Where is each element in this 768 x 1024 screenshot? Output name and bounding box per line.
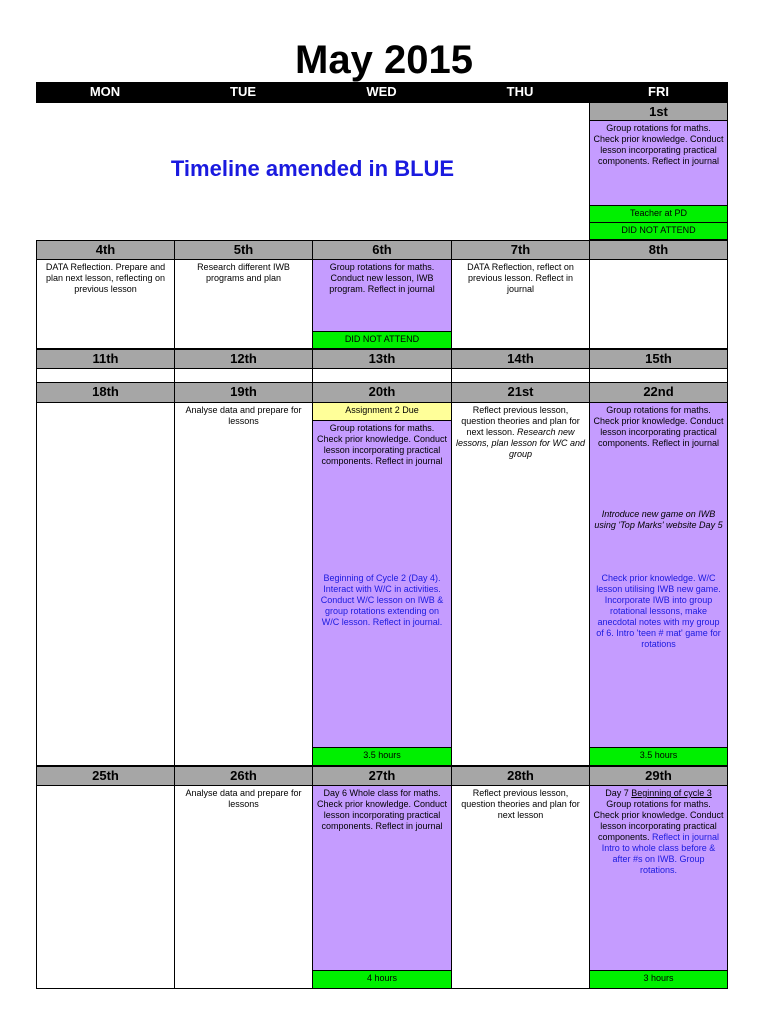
green-hours-22nd: 3.5 hours — [589, 747, 728, 766]
cell-text-plain: Reflect previous lesson, question theories and plan for next lesson. — [461, 405, 580, 437]
date-12th: 12th — [174, 349, 313, 369]
date-20th: 20th — [312, 382, 452, 403]
date-26th: 26th — [174, 766, 313, 786]
cell-text: Day 6 Whole class for maths. Check prior knowledge. Conduct lesson incorporating practical components. Reflect in journal — [316, 788, 448, 831]
cell-wed-6th — [312, 259, 452, 332]
cell-fri-15th — [589, 368, 728, 383]
cell-tue-19th — [174, 402, 313, 766]
date-21st: 21st — [451, 382, 590, 403]
cell-text: Group rotations for maths. Check prior knowledge. Conduct lesson incorporating practical components. Reflect in journal — [593, 123, 724, 166]
day-header-row — [36, 82, 728, 103]
date-15th: 15th — [589, 349, 728, 369]
date-8th: 8th — [589, 240, 728, 260]
green-hours-20th: 3.5 hours — [312, 747, 452, 766]
cycle-label: Beginning of cycle 3 — [631, 788, 712, 798]
cell-mon-4th — [36, 259, 175, 349]
cell-text — [590, 786, 727, 878]
cell-fri-22nd — [589, 402, 728, 748]
cell-text: Reflect previous lesson, question theories and plan for next lesson — [461, 788, 580, 820]
cell-wed-20th — [312, 420, 452, 748]
date-19th: 19th — [174, 382, 313, 403]
cell-thu-21st — [451, 402, 590, 766]
date-4th: 4th — [36, 240, 175, 260]
date-22nd: 22nd — [589, 382, 728, 403]
cell-fri-1st — [589, 120, 728, 206]
cell-text: Group rotations for maths. Conduct new lesson, IWB program. Reflect in journal — [329, 262, 435, 294]
cell-text: DATA Reflection, reflect on previous lesson. Reflect in journal — [467, 262, 574, 294]
cycle-day: Day 7 — [605, 788, 629, 798]
cell-mon-25th — [36, 785, 175, 989]
cell-thu-14th — [451, 368, 590, 383]
date-25th: 25th — [36, 766, 175, 786]
cell-text-amended-start: Reflect in — [651, 832, 690, 842]
amendment-banner: Timeline amended in BLUE — [170, 156, 455, 181]
page-title: May 2015 — [295, 38, 473, 82]
cell-text — [452, 403, 589, 462]
cell-fri-8th — [589, 259, 728, 349]
cell-text-amended: Beginning of Cycle 2 (Day 4). Interact with W/C in activities. Conduct W/C lesson on IWB & group rotations extending on W/C lesson. Reflect in journal. — [320, 573, 444, 627]
green-did-not-attend: DID NOT ATTEND — [589, 222, 728, 240]
date-13th: 13th — [312, 349, 452, 369]
date-29th: 29th — [589, 766, 728, 786]
date-27th: 27th — [312, 766, 452, 786]
cell-text: Group rotations for maths. Check prior knowledge. Conduct lesson incorporating practical components. Reflect in journal — [593, 405, 724, 448]
cell-text: Analyse data and prepare for lessons — [185, 788, 302, 809]
day-header-thu: THU — [506, 84, 534, 99]
cell-thu-7th — [451, 259, 590, 349]
cell-text: Research different IWB programs and plan — [197, 262, 290, 283]
green-hours-29th: 3 hours — [589, 970, 728, 989]
cell-text-amended: journal Intro to whole class before & after #s on IWB. Group rotations. — [601, 832, 720, 875]
cell-wed-13th — [312, 368, 452, 383]
assignment-due-badge: Assignment 2 Due — [312, 402, 452, 421]
day-header-mon: MON — [89, 84, 121, 99]
cell-text-amended: Check prior knowledge. W/C lesson utilising IWB new game. Incorporate IWB into group rotational lessons, make anecdotal notes with my group of 6. Intro 'teen # mat' game for rotations — [596, 573, 721, 649]
cell-tue-26th — [174, 785, 313, 989]
day-header-wed: WED — [366, 84, 397, 99]
date-14th: 14th — [451, 349, 590, 369]
cell-mon-11th — [36, 368, 175, 383]
date-6th: 6th — [312, 240, 452, 260]
green-teacher-pd: Teacher at PD — [589, 205, 728, 223]
cell-wed-27th — [312, 785, 452, 971]
cell-tue-12th — [174, 368, 313, 383]
cell-thu-28th — [451, 785, 590, 989]
green-hours-27th: 4 hours — [312, 970, 452, 989]
day-header-fri: FRI — [648, 84, 669, 99]
date-5th: 5th — [174, 240, 313, 260]
green-did-not-attend-6th: DID NOT ATTEND — [312, 331, 452, 349]
cell-text: DATA Reflection. Prepare and plan next lesson, reflecting on previous lesson — [45, 262, 166, 294]
date-7th: 7th — [451, 240, 590, 260]
date-18th: 18th — [36, 382, 175, 403]
day-header-tue: TUE — [230, 84, 256, 99]
cell-tue-5th — [174, 259, 313, 349]
cell-text: Analyse data and prepare for lessons — [185, 405, 302, 426]
cell-text: Group rotations for maths. Check prior knowledge. Conduct lesson incorporating practical components. Reflect in journal — [316, 423, 448, 466]
date-28th: 28th — [451, 766, 590, 786]
date-1st: 1st — [589, 102, 728, 121]
date-11th: 11th — [36, 349, 175, 369]
cell-text-italic: Introduce new game on IWB using 'Top Marks' website Day 5 — [594, 509, 723, 530]
cell-mon-18th — [36, 402, 175, 766]
cell-fri-29th — [589, 785, 728, 971]
cell-text-plain: Group rotations for maths. Check prior knowledge. Conduct lesson incorporating practical components. — [593, 799, 724, 842]
cell-text-italic: Research new lessons, plan lesson for WC and group — [455, 427, 586, 459]
